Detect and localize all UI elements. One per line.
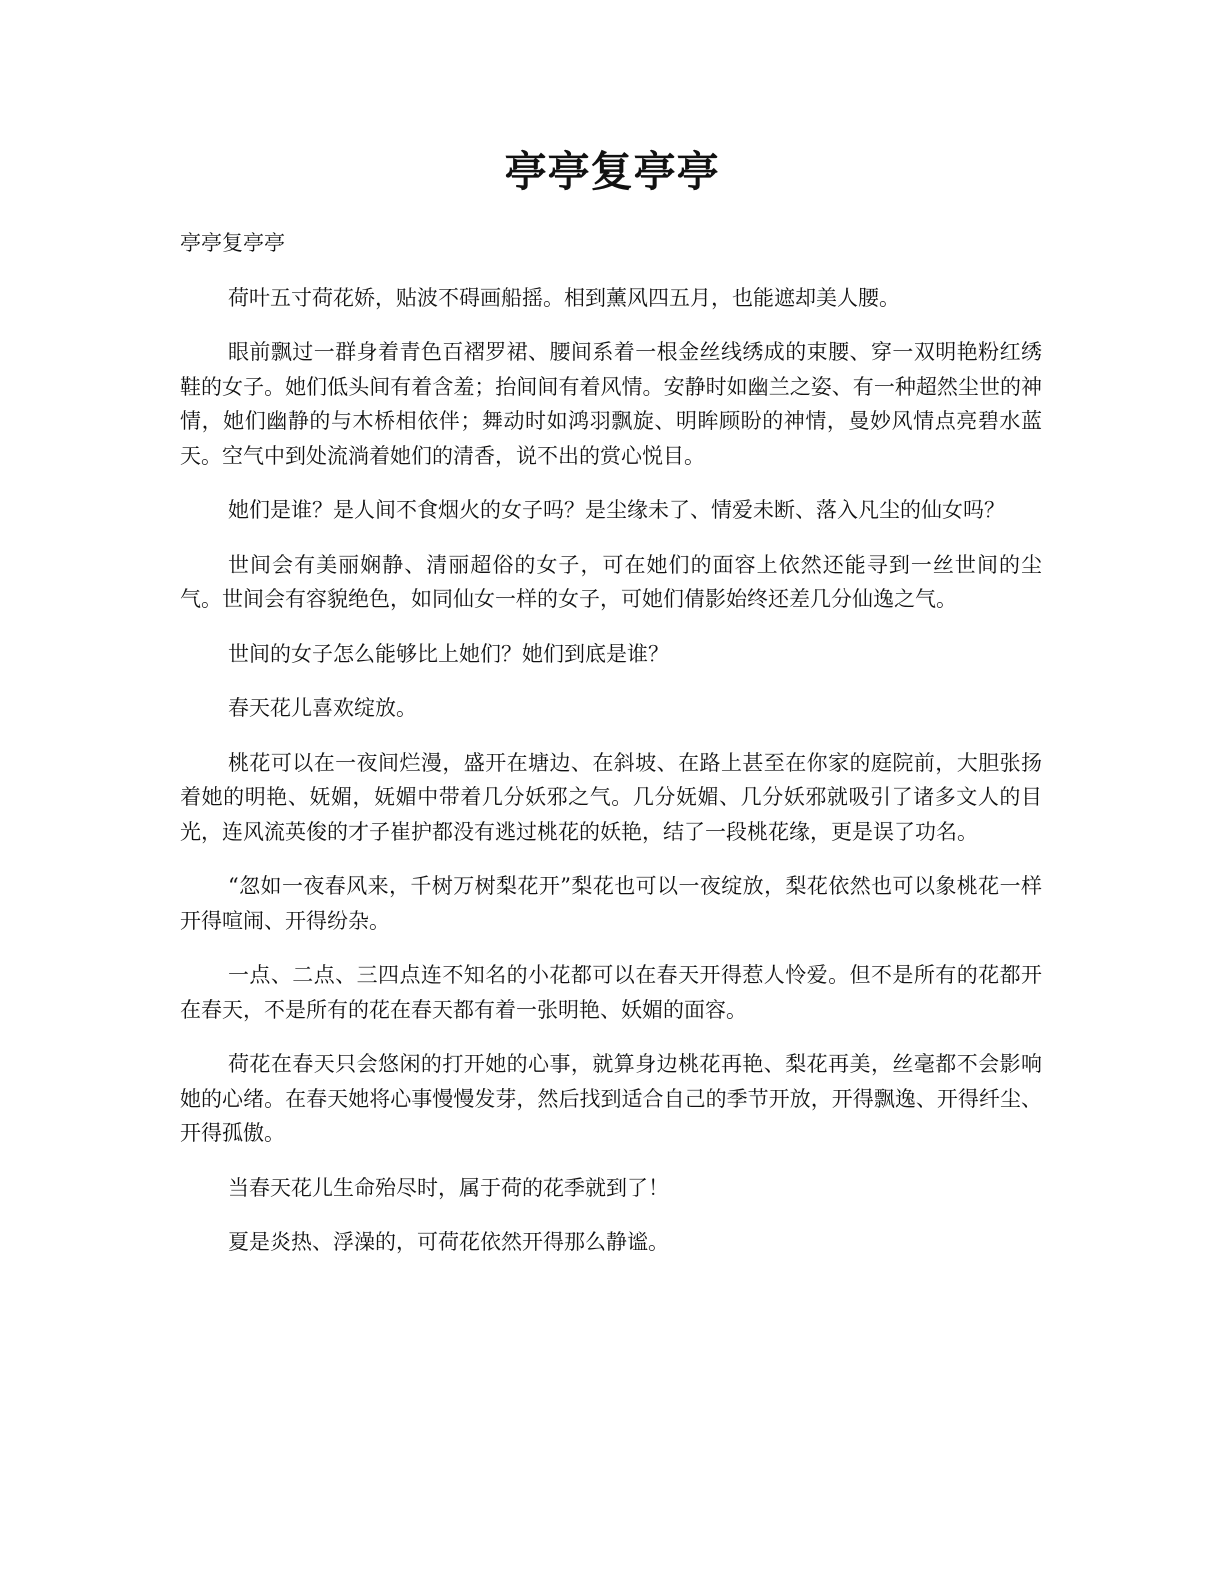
paragraph: 荷花在春天只会悠闲的打开她的心事，就算身边桃花再艳、梨花再美，丝毫都不会影响她的心绪。在春天她将心事慢慢发芽，然后找到适合自己的季节开放，开得飘逸、开得纤尘、开得孤傲。 [180, 1052, 1042, 1145]
paragraph: 世间会有美丽娴静、清丽超俗的女子，可在她们的面容上依然还能寻到一丝世间的尘气。世间会有容貌绝色，如同仙女一样的女子，可她们倩影始终还差几分仙逸之气。 [180, 552, 1042, 611]
paragraph: 春天花儿喜欢绽放。 [228, 696, 417, 720]
paragraph: 她们是谁？是人间不食烟火的女子吗？是尘缘未了、情爱未断、落入凡尘的仙女吗？ [228, 498, 1005, 522]
document-subtitle: 亭亭复亭亭 [180, 231, 285, 255]
paragraph: 荷叶五寸荷花娇，贴波不碍画船摇。相到薰风四五月，也能遮却美人腰。 [228, 285, 900, 310]
paragraph: 一点、二点、三四点连不知名的小花都可以在春天开得惹人怜爱。但不是所有的花都开在春天，不是所有的花在春天都有着一张明艳、妖媚的面容。 [180, 963, 1042, 1022]
document-body [180, 226, 1042, 1280]
paragraph: 夏是炎热、浮澡的，可荷花依然开得那么静谧。 [228, 1230, 669, 1254]
paragraph: 桃花可以在一夜间烂漫，盛开在塘边、在斜坡、在路上甚至在你家的庭院前，大胆张扬着她的明艳、妩媚，妩媚中带着几分妖邪之气。几分妩媚、几分妖邪就吸引了诸多文人的目光，连风流英俊的才子崔护都没有逃过桃花的妖艳，结了一段桃花缘，更是误了功名。 [180, 750, 1042, 844]
paragraph: “忽如一夜春风来，千树万树梨花开”梨花也可以一夜绽放，梨花依然也可以象桃花一样开得喧闹、开得纷杂。 [180, 874, 1042, 933]
paragraph: 当春天花儿生命殆尽时，属于荷的花季就到了！ [228, 1175, 669, 1200]
page-title: 亭亭复亭亭 [504, 147, 720, 196]
paragraph: 世间的女子怎么能够比上她们？她们到底是谁？ [228, 641, 669, 666]
paragraph: 眼前飘过一群身着青色百褶罗裙、腰间系着一根金丝线绣成的束腰、穿一双明艳粉红绣鞋的女子。她们低头间有着含羞；抬间间有着风情。安静时如幽兰之姿、有一种超然尘世的神情，她们幽静的与木桥相依伴；舞动时如鸿羽飘旋、明眸顾盼的神情，曼妙风情点亮碧水蓝天。空气中到处流淌着她们的清香，说不出的赏心悦目。 [180, 340, 1042, 468]
